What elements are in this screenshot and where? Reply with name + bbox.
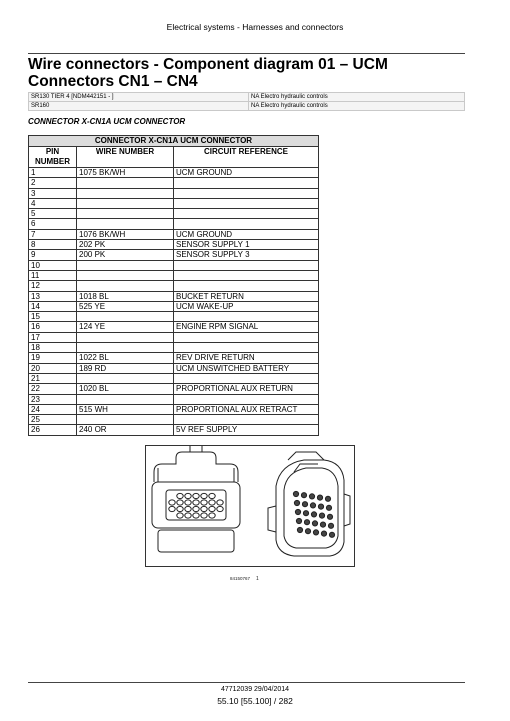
circuit-reference-cell: UCM UNSWITCHED BATTERY [174, 363, 319, 373]
table-row [29, 178, 319, 188]
pin-cavity [201, 500, 207, 505]
circuit-reference-cell: REV DRIVE RETURN [174, 353, 319, 363]
pin-cavity [312, 521, 317, 526]
wire-number-cell [77, 219, 174, 229]
pin-number-cell: 1 [29, 168, 77, 178]
connector-figure [145, 445, 355, 567]
table-row [29, 168, 319, 178]
wire-number-cell: 1022 BL [77, 353, 174, 363]
circuit-reference-cell [174, 209, 319, 219]
figure-image-id: 84150767 [230, 576, 251, 581]
applicability-table [28, 92, 465, 111]
footer-rule [28, 682, 465, 683]
circuit-reference-cell: UCM WAKE-UP [174, 301, 319, 311]
pin-cavity [313, 530, 318, 535]
pin-number-cell: 26 [29, 425, 77, 435]
pin-cavity [185, 506, 191, 511]
table-row [29, 384, 319, 394]
pin-cavity [209, 506, 215, 511]
table-row [29, 198, 319, 208]
pin-cavity [329, 532, 334, 537]
circuit-reference-cell [174, 332, 319, 342]
pin-cavity [320, 522, 325, 527]
header-rule [28, 53, 465, 54]
circuit-reference-cell: PROPORTIONAL AUX RETURN [174, 384, 319, 394]
circuit-reference-cell [174, 178, 319, 188]
figure-number: 1 [256, 576, 259, 582]
pin-number-cell: 4 [29, 198, 77, 208]
pin-number-cell: 19 [29, 353, 77, 363]
circuit-reference-cell [174, 219, 319, 229]
header-circuit-reference: CIRCUIT REFERENCE [174, 147, 319, 168]
wire-number-cell [77, 373, 174, 383]
table-row [29, 363, 319, 373]
pin-number-cell: 17 [29, 332, 77, 342]
pin-cavity [301, 493, 306, 498]
footer-page-reference: 55.10 [55.100] / 282 [217, 696, 293, 706]
circuit-reference-cell: SENSOR SUPPLY 1 [174, 240, 319, 250]
header-pin-number: PIN NUMBER [29, 147, 77, 168]
connector-pin-table [28, 135, 319, 436]
running-header: Electrical systems - Harnesses and connectors [166, 22, 344, 32]
pin-number-cell: 11 [29, 270, 77, 280]
pin-cavity [177, 493, 183, 498]
pin-cavity [193, 506, 199, 511]
pin-cavity [305, 529, 310, 534]
pin-cavity [293, 491, 298, 496]
pin-number-cell: 9 [29, 250, 77, 260]
table-body [29, 168, 319, 436]
circuit-reference-cell [174, 394, 319, 404]
wire-number-cell: 200 PK [77, 250, 174, 260]
table-caption: CONNECTOR X-CN1A UCM CONNECTOR [29, 136, 319, 147]
circuit-reference-cell: UCM GROUND [174, 229, 319, 239]
pin-cavity [326, 505, 331, 510]
pin-cavity [294, 500, 299, 505]
pin-number-cell: 14 [29, 301, 77, 311]
pin-cavity [169, 506, 175, 511]
circuit-reference-cell [174, 343, 319, 353]
pin-cavity [193, 513, 199, 518]
table-row [29, 415, 319, 425]
pin-number-cell: 21 [29, 373, 77, 383]
pin-cavity [185, 493, 191, 498]
pin-cavity [297, 527, 302, 532]
wire-number-cell [77, 270, 174, 280]
wire-number-cell: 189 RD [77, 363, 174, 373]
circuit-reference-cell: SENSOR SUPPLY 3 [174, 250, 319, 260]
table-row [29, 270, 319, 280]
table-row [29, 312, 319, 322]
wire-number-cell: 525 YE [77, 301, 174, 311]
pin-number-cell: 13 [29, 291, 77, 301]
applicability-note: NA Electro hydraulic controls [249, 93, 465, 102]
connector-3d-view [268, 452, 350, 556]
table-row [29, 404, 319, 414]
page-title: Wire connectors - Component diagram 01 – UCM Connectors CN1 – CN4 [28, 56, 388, 90]
circuit-reference-cell [174, 281, 319, 291]
pin-number-cell: 7 [29, 229, 77, 239]
pin-number-cell: 15 [29, 312, 77, 322]
pin-cavity [296, 518, 301, 523]
pin-cavity [201, 513, 207, 518]
wire-number-cell [77, 260, 174, 270]
table-row [29, 229, 319, 239]
wire-number-cell: 240 OR [77, 425, 174, 435]
table-row [29, 343, 319, 353]
pin-cavity [321, 531, 326, 536]
pin-number-cell: 24 [29, 404, 77, 414]
circuit-reference-cell [174, 373, 319, 383]
table-row [29, 209, 319, 219]
table-caption-row [29, 136, 319, 147]
wire-number-cell [77, 394, 174, 404]
wire-number-cell [77, 415, 174, 425]
wire-number-cell: 1018 BL [77, 291, 174, 301]
pin-cavity [185, 513, 191, 518]
pin-cavity [318, 504, 323, 509]
pin-cavity [303, 511, 308, 516]
pin-cavity [317, 495, 322, 500]
wire-number-cell [77, 312, 174, 322]
circuit-reference-cell [174, 198, 319, 208]
table-row [29, 281, 319, 291]
pin-number-cell: 12 [29, 281, 77, 291]
wire-number-cell: 1076 BK/WH [77, 229, 174, 239]
table-row [29, 188, 319, 198]
table-row [29, 301, 319, 311]
header-wire-number: WIRE NUMBER [77, 147, 174, 168]
wire-number-cell [77, 188, 174, 198]
pin-number-cell: 8 [29, 240, 77, 250]
pin-cavity [304, 520, 309, 525]
pin-cavity [209, 493, 215, 498]
wire-number-cell: 1020 BL [77, 384, 174, 394]
wire-number-cell [77, 343, 174, 353]
wire-number-cell [77, 198, 174, 208]
pin-cavity [310, 503, 315, 508]
circuit-reference-cell: 5V REF SUPPLY [174, 425, 319, 435]
wire-number-cell: 1075 BK/WH [77, 168, 174, 178]
connector-face-view [152, 446, 240, 552]
circuit-reference-cell: ENGINE RPM SIGNAL [174, 322, 319, 332]
circuit-reference-cell: UCM GROUND [174, 168, 319, 178]
wire-number-cell [77, 178, 174, 188]
figure-caption [230, 576, 259, 582]
pin-cavity [193, 493, 199, 498]
circuit-reference-cell: PROPORTIONAL AUX RETRACT [174, 404, 319, 414]
pin-cavity [327, 514, 332, 519]
wire-number-cell: 202 PK [77, 240, 174, 250]
circuit-reference-cell [174, 188, 319, 198]
pin-cavity [185, 500, 191, 505]
pin-cavity [217, 506, 223, 511]
table-row [29, 425, 319, 435]
table-header-row [29, 147, 319, 168]
pin-cavity [169, 500, 175, 505]
wire-number-cell: 515 WH [77, 404, 174, 414]
footer-document-reference: 47712039 29/04/2014 [220, 686, 290, 693]
pin-number-cell: 5 [29, 209, 77, 219]
circuit-reference-cell [174, 270, 319, 280]
circuit-reference-cell [174, 312, 319, 322]
pin-number-cell: 25 [29, 415, 77, 425]
pin-number-cell: 20 [29, 363, 77, 373]
pin-number-cell: 2 [29, 178, 77, 188]
pin-number-cell: 3 [29, 188, 77, 198]
table-row [29, 353, 319, 363]
applicability-note: NA Electro hydraulic controls [249, 102, 465, 111]
circuit-reference-cell [174, 415, 319, 425]
wire-number-cell [77, 332, 174, 342]
pin-cavity [177, 513, 183, 518]
pin-cavity [177, 500, 183, 505]
applicability-model: SR130 TIER 4 [NDM442151 - ] [29, 93, 249, 102]
table-row [29, 250, 319, 260]
pin-cavity [311, 512, 316, 517]
pin-cavity [295, 509, 300, 514]
connector-drawing [146, 446, 354, 566]
pin-cavity [209, 513, 215, 518]
table-row [29, 322, 319, 332]
pin-number-cell: 6 [29, 219, 77, 229]
pin-number-cell: 10 [29, 260, 77, 270]
pin-number-cell: 22 [29, 384, 77, 394]
section-heading: CONNECTOR X-CN1A UCM CONNECTOR [28, 117, 186, 126]
pin-cavity [319, 513, 324, 518]
table-row [29, 240, 319, 250]
pin-cavity [328, 523, 333, 528]
table-row [29, 291, 319, 301]
table-row [29, 394, 319, 404]
applicability-row [29, 102, 465, 111]
wire-number-cell: 124 YE [77, 322, 174, 332]
pin-number-cell: 18 [29, 343, 77, 353]
pin-cavity [201, 493, 207, 498]
pin-cavity [209, 500, 215, 505]
pin-cavity [177, 506, 183, 511]
pin-number-cell: 23 [29, 394, 77, 404]
table-row [29, 260, 319, 270]
wire-number-cell [77, 209, 174, 219]
applicability-model: SR160 [29, 102, 249, 111]
table-row [29, 332, 319, 342]
pin-cavity [309, 494, 314, 499]
pin-number-cell: 16 [29, 322, 77, 332]
pin-cavity [217, 500, 223, 505]
pin-cavity [302, 502, 307, 507]
pin-cavity [193, 500, 199, 505]
table-row [29, 219, 319, 229]
applicability-row [29, 93, 465, 102]
table-row [29, 373, 319, 383]
pin-cavity [325, 496, 330, 501]
wire-number-cell [77, 281, 174, 291]
circuit-reference-cell [174, 260, 319, 270]
circuit-reference-cell: BUCKET RETURN [174, 291, 319, 301]
pin-cavity [201, 506, 207, 511]
